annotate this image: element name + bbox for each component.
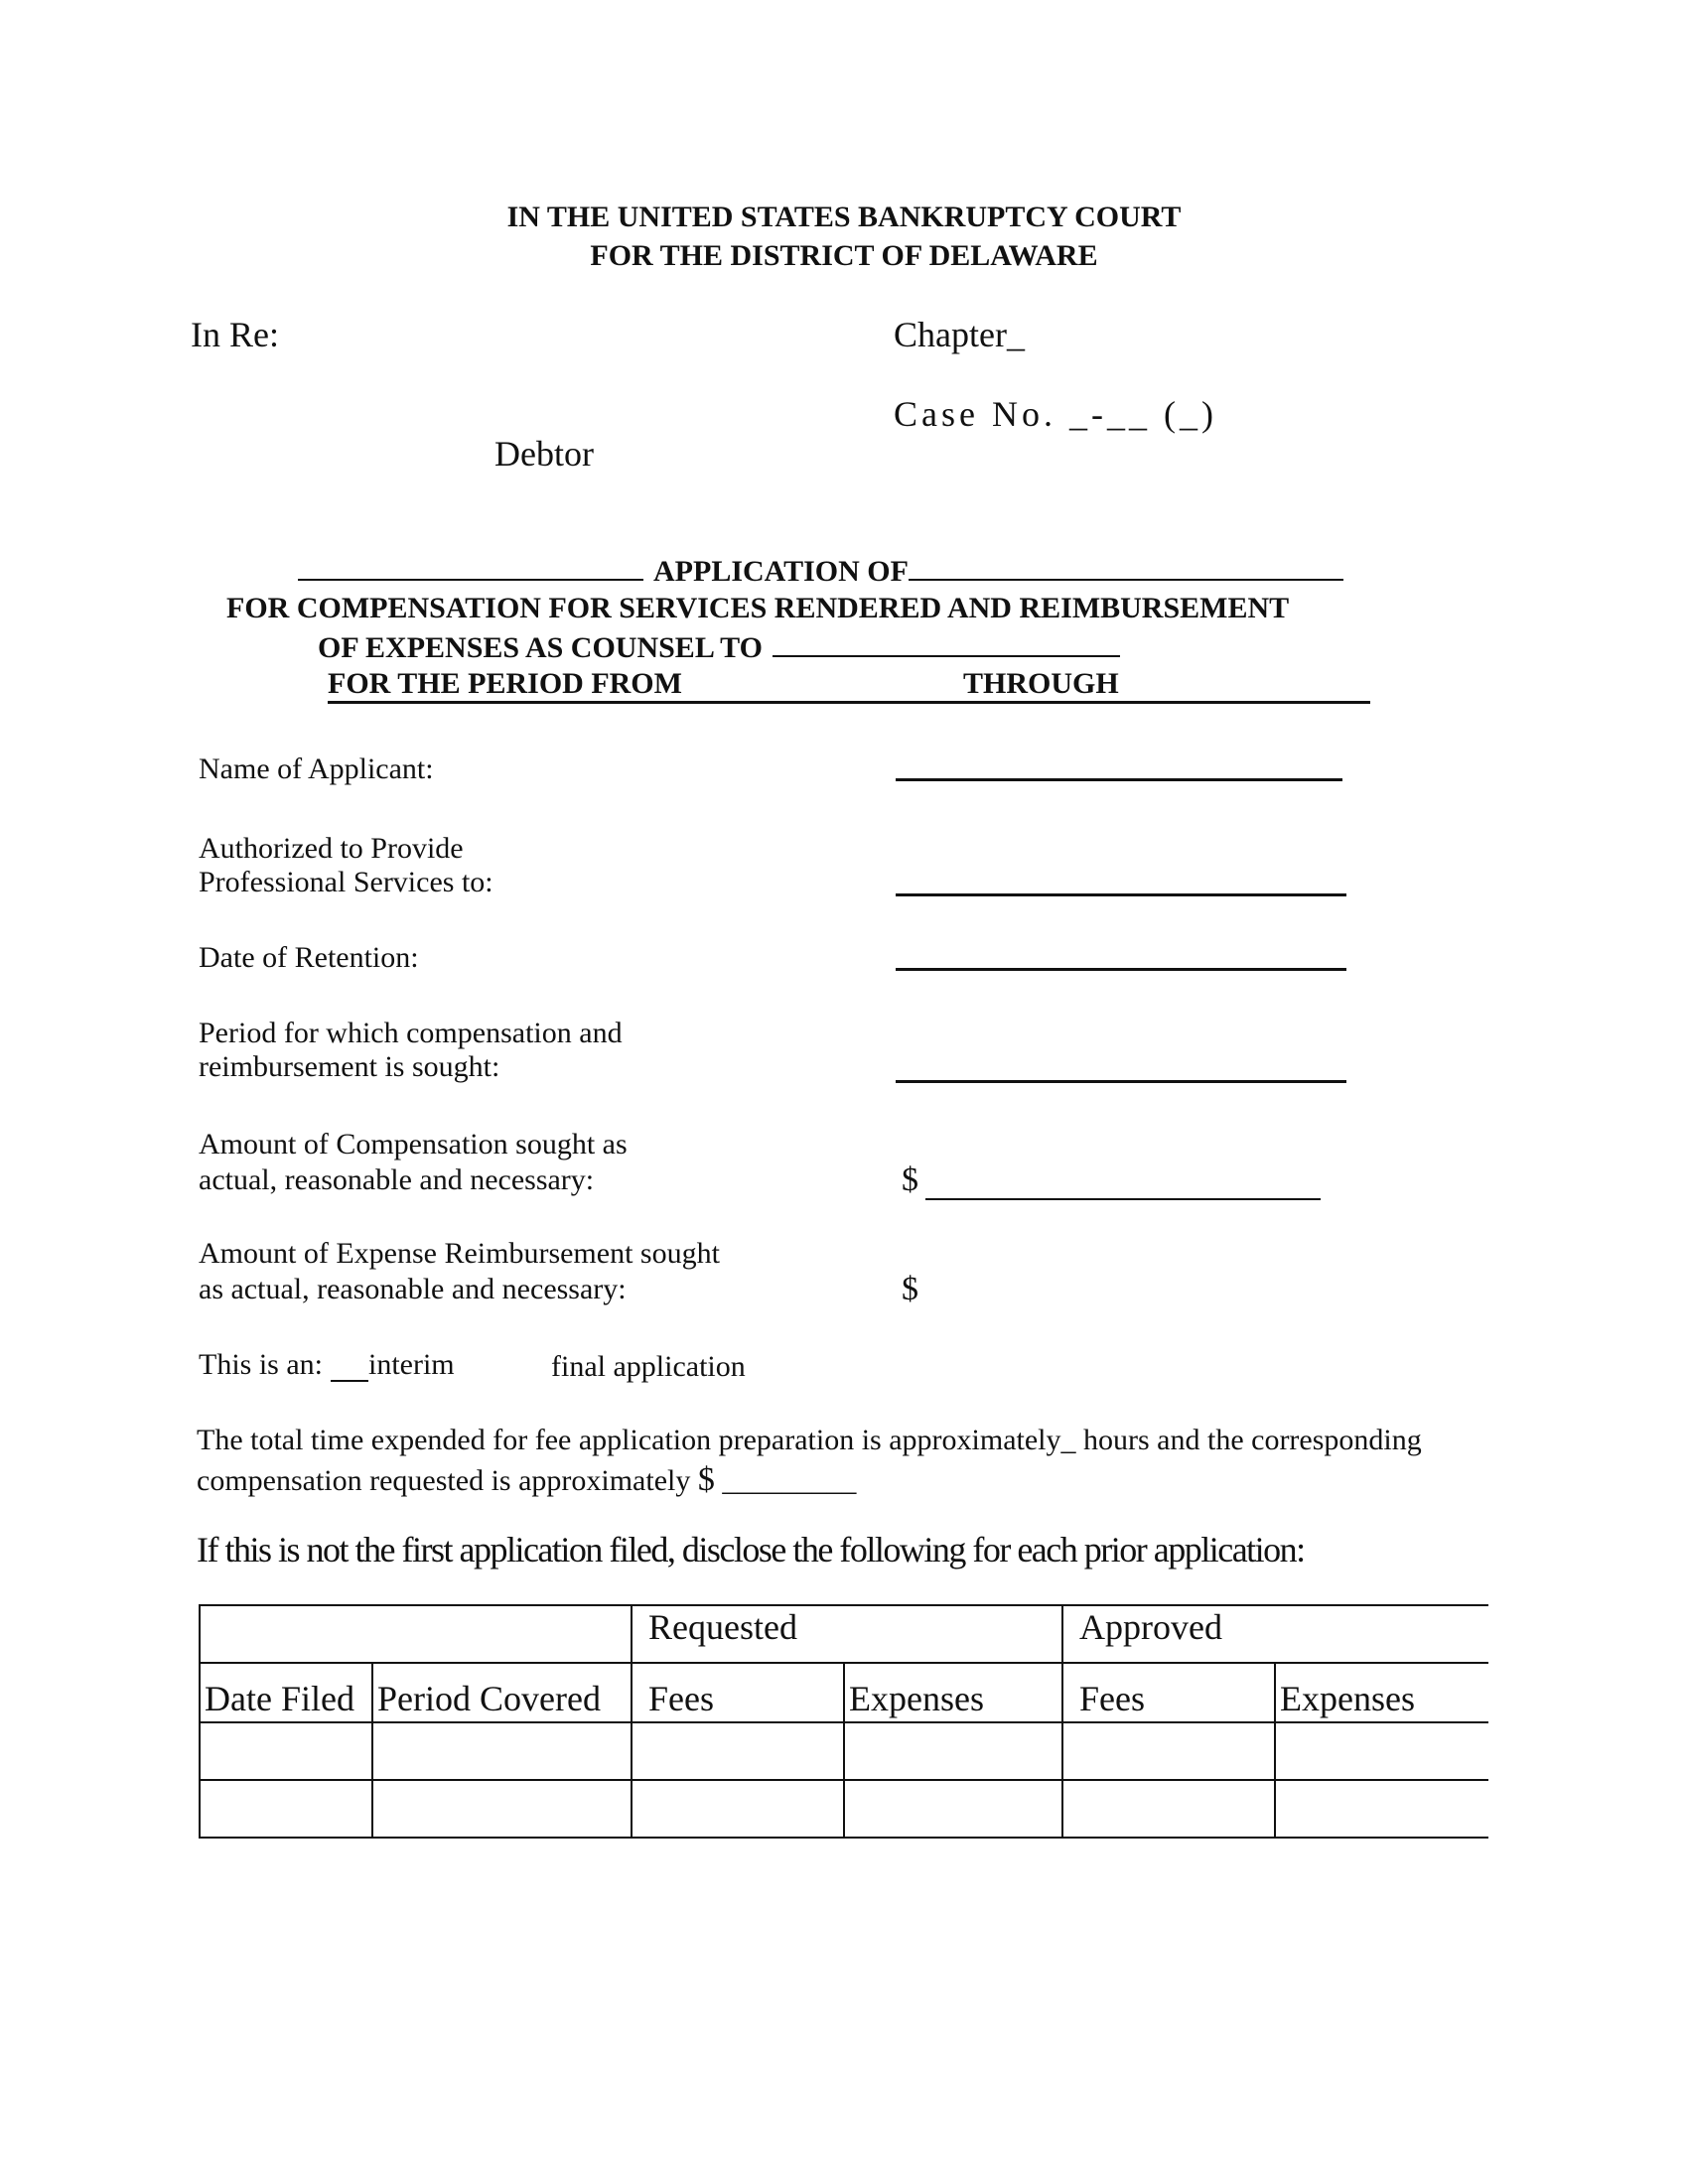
case-number: Case No. _-__ (_) <box>894 394 1217 434</box>
table-cell[interactable] <box>1062 1780 1275 1838</box>
prep-dollar-sign: $ <box>697 1461 715 1498</box>
table-row <box>200 1780 1488 1838</box>
final-application-option[interactable]: final application <box>551 1350 746 1383</box>
in-re-label: In Re: <box>191 315 279 354</box>
header-requested: Requested <box>632 1605 1062 1663</box>
period-from-text: FOR THE PERIOD FROM <box>328 667 682 700</box>
col-requested-expenses: Expenses <box>844 1663 1062 1722</box>
interim-text: interim <box>368 1348 455 1381</box>
title-application-of <box>298 553 1343 589</box>
table-cell[interactable] <box>632 1722 844 1780</box>
col-approved-fees: Fees <box>1062 1663 1275 1722</box>
interim-option[interactable] <box>331 1348 455 1382</box>
name-of-applicant-line[interactable] <box>896 778 1342 781</box>
date-of-retention-line[interactable] <box>896 968 1346 971</box>
prep-time-line-2 <box>197 1461 856 1499</box>
prior-applications-table <box>199 1604 1488 1839</box>
table-cell[interactable] <box>1275 1722 1488 1780</box>
title-period-line <box>328 667 1370 704</box>
expense-label-1: Amount of Expense Reimbursement sought <box>199 1237 720 1270</box>
col-date-filed: Date Filed <box>200 1663 372 1722</box>
header-approved: Approved <box>1062 1605 1488 1663</box>
debtor-label: Debtor <box>494 434 594 474</box>
col-approved-expenses: Expenses <box>1275 1663 1488 1722</box>
application-of-text: APPLICATION OF <box>653 555 909 588</box>
table-cell[interactable] <box>1062 1722 1275 1780</box>
period-label-1: Period for which compensation and <box>199 1017 623 1049</box>
table-header-row-1 <box>200 1605 1488 1663</box>
table-row <box>200 1722 1488 1780</box>
prep-compensation-text: compensation requested is approximately <box>197 1464 691 1497</box>
this-is-an-label: This is an: <box>199 1348 323 1381</box>
authorized-label-1: Authorized to Provide <box>199 832 464 865</box>
table-cell[interactable] <box>372 1722 632 1780</box>
court-district: FOR THE DISTRICT OF DELAWARE <box>590 239 1098 272</box>
authorized-line[interactable] <box>896 893 1346 896</box>
authorized-label-2: Professional Services to: <box>199 866 493 898</box>
table-cell[interactable] <box>1275 1780 1488 1838</box>
interim-checkbox-blank[interactable] <box>331 1348 368 1382</box>
title-line-3 <box>318 629 1120 665</box>
chapter-label: Chapter_ <box>894 315 1025 354</box>
period-label-2: reimbursement is sought: <box>199 1050 500 1083</box>
client-blank[interactable] <box>909 553 1343 581</box>
compensation-dollar-sign: $ <box>902 1161 918 1198</box>
prior-applications-heading: If this is not the first application filed, disclose the following for each prior application: <box>197 1530 1305 1570</box>
expense-dollar-sign: $ <box>902 1271 918 1307</box>
col-period-covered: Period Covered <box>372 1663 632 1722</box>
period-line[interactable] <box>896 1080 1346 1083</box>
table-header-row-2 <box>200 1663 1488 1722</box>
table-cell[interactable] <box>200 1722 372 1780</box>
counsel-to-text: OF EXPENSES AS COUNSEL TO <box>318 631 763 664</box>
applicant-blank[interactable] <box>298 553 643 581</box>
date-of-retention-label: Date of Retention: <box>199 941 419 974</box>
court-name: IN THE UNITED STATES BANKRUPTCY COURT <box>506 201 1182 233</box>
counsel-to-blank[interactable] <box>773 629 1120 657</box>
compensation-line[interactable] <box>925 1198 1321 1200</box>
table-cell[interactable] <box>372 1780 632 1838</box>
col-requested-fees: Fees <box>632 1663 844 1722</box>
table-cell[interactable] <box>200 1780 372 1838</box>
compensation-label-2: actual, reasonable and necessary: <box>199 1163 595 1196</box>
title-line-2: FOR COMPENSATION FOR SERVICES RENDERED AND REIMBURSEMENT <box>226 592 1290 624</box>
expense-label-2: as actual, reasonable and necessary: <box>199 1273 627 1305</box>
compensation-label-1: Amount of Compensation sought as <box>199 1128 628 1160</box>
prep-time-line-1: The total time expended for fee application preparation is approximately_ hours and the corresponding <box>197 1424 1422 1456</box>
table-cell[interactable] <box>844 1780 1062 1838</box>
name-of-applicant-label: Name of Applicant: <box>199 752 434 785</box>
table-cell[interactable] <box>632 1780 844 1838</box>
header-blank-cell <box>200 1605 632 1663</box>
prep-amount-blank[interactable]: _________ <box>722 1464 857 1497</box>
through-text: THROUGH <box>963 667 1119 700</box>
table-cell[interactable] <box>844 1722 1062 1780</box>
